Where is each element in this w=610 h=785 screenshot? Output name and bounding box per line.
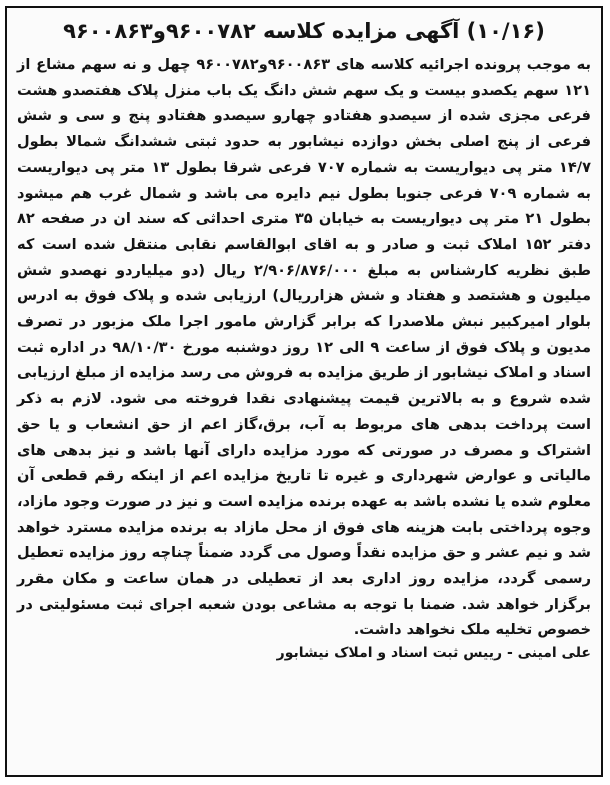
notice-signature: علی امینی - رییس ثبت اسناد و املاک نیشابور — [276, 645, 591, 662]
notice-title: (۱۰/۱۶) آگهی مزایده کلاسه ۹۶۰۰۷۸۲و۹۶۰۰۸۶۳ — [63, 19, 545, 43]
auction-notice — [17, 14, 591, 661]
notice-body: به موجب پرونده اجرائیه کلاسه های ۹۶۰۰۸۶۳و۹۶۰۰۷۸۲ چهل و نه سهم مشاع از ۱۲۱ سهم یکصدو بیست و یک سهم شش دانگ یک باب منزل پلاک هفتصدو هشت فرعی مجزی شده از سیصدو هفتادو چهارو سیصدو هفتادو پنج و سی و شش فرعی از پنج اصلی بخش دوازده نیشابور به حدود ثبتی ششدانگ شمالا بطول ۱۴/۷ متر پی دیواریست به شماره ۷۰۷ فرعی شرقا بطول ۱۳ متر پی دیواریست به شماره ۷۰۹ فرعی جنوبا بطول نیم دایره می باشد و شمال غرب هم میشود بطول ۲۱ متر پی دیواریست به خیابان ۳۵ متری احداثی که سند ان در صفحه ۸۲ دفتر ۱۵۲ املاک ثبت و صادر و به اقای ابوالقاسم نقابی منتقل شده است که طبق نظریه کارشناس به مبلغ ۲/۹۰۶/۸۷۶/۰۰۰ ریال (دو میلیاردو نهصدو شش میلیون و هشتصد و هفتاد و شش هزارریال) ارزیابی شده و پلاک فوق به ادرس بلوار امیرکبیر نبش ملاصدرا که برابر گزارش مامور اجرا ملک مزبور در تصرف مدیون و پلاک فوق از ساعت ۹ الی ۱۲ روز دوشنبه مورخ ۹۸/۱۰/۳۰ در اداره ثبت اسناد و املاک نیشابور از طریق مزایده به فروش می رسد مزایده از مبلغ ارزیابی شده شروع و به بالاترین قیمت پیشنهادی نقدا فروخته می شود. لازم به ذکر است پرداخت بدهی های مربوط به آب، برق،گاز اعم از حق انشعاب و یا حق اشتراک و مصرف در صورتی که مورد مزایده دارای آنها باشد و نیز بدهی های مالیاتی و عوارض شهرداری و غیره تا تاریخ مزایده اعم از اینکه رقم قطعی آن معلوم شده یا نشده باشد به عهده برنده مزایده است و نیز در صورت وجود مازاد، وجوه پرداختی بابت هزینه های فوق از محل مازاد به برنده مزایده مسترد خواهد شد و نیم عشر و حق مزایده نقداً وصول می گردد ضمناً چناچه روز مزایده تعطیل رسمی گردد، مزایده روز اداری بعد از تعطیلی در همان ساعت و مکان مقرر برگزار خواهد شد. ضمنا با توجه به مشاعی بودن شعبه اجرای ثبت مسئولیتی در خصوص تخلیه ملک نخواهد داشت. — [17, 56, 592, 639]
notice-frame — [5, 6, 603, 777]
